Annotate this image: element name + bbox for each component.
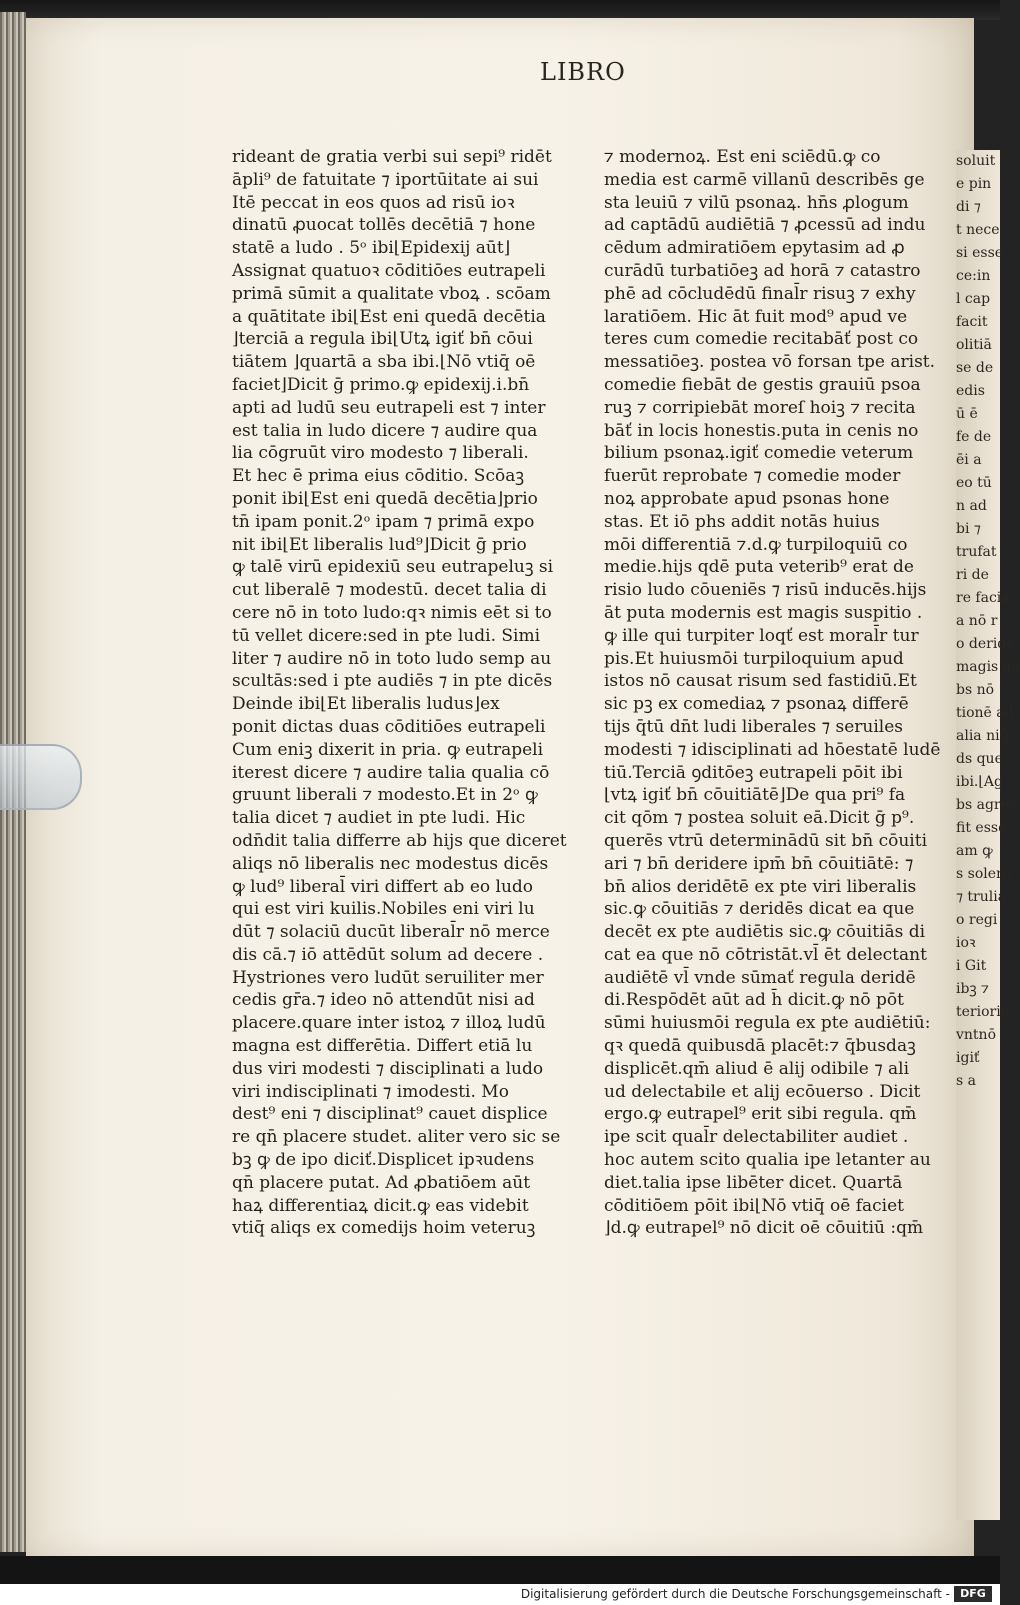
text-line: scultās:sed i pte audiēs ⁊ in pte dicēs bbox=[232, 671, 553, 692]
text-line: viri indisciplinati ⁊ imodesti. Mo bbox=[232, 1081, 509, 1102]
facing-text-line: eo tū bbox=[956, 475, 992, 491]
text-line: ⌊vtꝝ igiť bn̄ cōuitiātē⌋De qua pri⁹ fa bbox=[604, 785, 906, 806]
text-line: apti ad ludū seu eutrapeli est ⁊ inter bbox=[232, 397, 546, 418]
facing-text-line: bs nō bbox=[956, 682, 995, 698]
facing-text-line: soluit bbox=[956, 153, 996, 169]
text-line: qui est viri kuilis.Nobiles eni viri lu bbox=[232, 899, 535, 920]
text-line: tijs q̄tū dn̄t ludi liberales ⁊ seruiles bbox=[604, 716, 903, 737]
dfg-logo: DFG bbox=[954, 1586, 992, 1602]
facing-text-line: alia niq̄ bbox=[956, 728, 1009, 744]
text-line: iterest dicere ⁊ audire talia qualia cō bbox=[232, 762, 550, 783]
facing-text-line: ⁊ trulia bbox=[956, 889, 1007, 905]
text-line: dus viri modesti ⁊ disciplinati a ludo bbox=[232, 1058, 544, 1079]
facing-text-line: magis au bbox=[956, 659, 1020, 675]
facing-text-line: ce:in bbox=[956, 268, 991, 284]
text-line: modesti ⁊ idisciplinati ad hōestatē ludē bbox=[604, 739, 941, 760]
facing-text-line: ibꝫ ⁊ bbox=[956, 981, 990, 997]
text-line: vtiq̄ aliqs ex comedijs hoim veteruꝫ bbox=[232, 1218, 536, 1239]
text-line: phē ad cōcludēdū final̄r risuꝫ ⁊ exhy bbox=[604, 283, 916, 304]
facing-text-line: fe de bbox=[956, 429, 992, 445]
facing-text-line: ū ē bbox=[956, 406, 978, 422]
text-line: ꝙ ille qui turpiter loqť est moral̄r tur bbox=[604, 625, 919, 646]
text-line: ud delectabile et alij ecōuerso . Dicit bbox=[604, 1081, 921, 1102]
facing-text-line: bs agres bbox=[956, 797, 1017, 813]
text-line: ponit dictas duas cōditiōes eutrapeli bbox=[232, 716, 546, 737]
facing-text-line: tionē ad bbox=[956, 705, 1014, 721]
facing-text-line: ēi a bbox=[956, 452, 982, 468]
text-line: statē a ludo . 5ᵒ ibi⌊Epidexij aūt⌋ bbox=[232, 238, 511, 259]
text-line: bāť in locis honestis.puta in cenis no bbox=[604, 420, 919, 441]
text-line: ipe scit qual̄r delectabiliter audiet . bbox=[604, 1127, 909, 1148]
text-line: qꝛ quedā quibusdā placēt:⁊ q̄busdaꝫ bbox=[604, 1036, 916, 1057]
page-clip bbox=[0, 744, 82, 810]
facing-text-line: si esse bbox=[956, 245, 1004, 261]
text-line: qn̄ placere putat. Ad ꝓbatiōem aūt bbox=[232, 1172, 531, 1193]
text-line: bilium psonaꝝ.igiť comedie veterum bbox=[604, 443, 914, 464]
text-line: aliqs nō liberalis nec modestus dicēs bbox=[232, 853, 549, 874]
text-line: cere nō in toto ludo:qꝛ nimis eēt si to bbox=[232, 602, 552, 623]
text-line: medie.hijs qdē puta veterib⁹ erat de bbox=[604, 557, 914, 578]
text-line: messatiōeꝫ. postea vō forsan tpe arist. bbox=[604, 352, 936, 373]
text-line: dinatū ꝓuocat tollēs decētiā ⁊ hone bbox=[232, 215, 536, 236]
facing-text-line: trufat bbox=[956, 544, 997, 560]
text-line: ad captādū audiētiā ⁊ ꝓcessū ad indu bbox=[604, 215, 926, 236]
text-line: tū vellet dicere:sed in pte ludi. Simi bbox=[232, 625, 541, 646]
text-line: āpli⁹ de fatuitate ⁊ iportūitate ai sui bbox=[232, 169, 539, 190]
text-line: dest⁹ eni ⁊ disciplinat⁹ cauet displice bbox=[232, 1104, 548, 1125]
facing-text-line: bi ⁊ bbox=[956, 521, 981, 537]
text-line: haꝝ differentiaꝝ dicit.ꝙ eas videbit bbox=[232, 1195, 529, 1216]
left-text-column bbox=[232, 146, 567, 1240]
text-line: dis cā.⁊ iō attēdūt solum ad decere . bbox=[232, 944, 544, 965]
text-line: ꝙ talē virū epidexiū seu eutrapeluꝫ si bbox=[232, 557, 554, 578]
facing-text-line: teriorib bbox=[956, 1004, 1010, 1020]
text-line: odn̄dit talia differre ab hijs que diceret bbox=[232, 830, 567, 851]
text-line: ⌋terciā a regula ibi⌊Utꝝ igiť bn̄ cōui bbox=[232, 329, 533, 350]
text-line: decēt ex pte audiētis sic.ꝙ cōuitiās di bbox=[604, 922, 926, 943]
text-line: media est carmē villanū describēs ge bbox=[604, 169, 925, 190]
text-line: hoc autem scito qualia ipe letanter au bbox=[604, 1150, 931, 1171]
text-line: est talia in ludo dicere ⁊ audire qua bbox=[232, 420, 538, 441]
text-line: pis.Et huiusmōi turpiloquium apud bbox=[604, 648, 904, 669]
text-line: ⌋d.ꝙ eutrapel⁹ nō dicit oē cōuitiū :qm̄ bbox=[604, 1218, 924, 1239]
text-line: cat ea que nō cōtristāt.vl̄ ēt delectant bbox=[604, 944, 927, 965]
text-line: dūt ⁊ solaciū ducūt liberal̄r nō merce bbox=[232, 922, 550, 943]
text-line: mōi differentiā ⁊.d.ꝙ turpiloquiū co bbox=[604, 534, 908, 555]
text-line: primā sūmit a qualitate vboꝝ . scōam bbox=[232, 283, 551, 304]
text-line: lia cōgruūt viro modesto ⁊ liberali. bbox=[232, 443, 529, 464]
facing-text-line: am ꝙ bbox=[956, 843, 993, 859]
facing-text-line: edis bbox=[956, 383, 985, 399]
facing-text-line: l cap bbox=[956, 291, 991, 307]
text-line: Itē peccat in eos quos ad risū ioꝛ bbox=[232, 192, 515, 213]
facing-text-line: o regi bbox=[956, 912, 998, 928]
facing-text-line: re facia bbox=[956, 590, 1010, 606]
book-top-edge bbox=[0, 0, 1000, 20]
text-line: audiētē vl̄ vnde sūmať regula deridē bbox=[604, 967, 916, 988]
funding-credit: Digitalisierung gefördert durch die Deutsche Forschungsgemeinschaft - bbox=[520, 1587, 950, 1601]
text-line: nit ibi⌊Et liberalis lud⁹⌋Dicit ḡ prio bbox=[232, 534, 527, 555]
text-line: gruunt liberali ⁊ modesto.Et in 2ᵒ ꝙ bbox=[232, 785, 538, 806]
right-text-column bbox=[604, 146, 941, 1240]
facing-text-line: o deride bbox=[956, 636, 1015, 652]
facing-text-line: s solerē bbox=[956, 866, 1011, 882]
text-line: tn̄ ipam ponit.2ᵒ ipam ⁊ primā expo bbox=[232, 511, 535, 532]
facing-text-line: igiť bbox=[956, 1050, 980, 1066]
text-line: fuerūt reprobate ⁊ comedie moder bbox=[604, 466, 901, 487]
text-line: sic.ꝙ cōuitiās ⁊ deridēs dicat ea que bbox=[604, 899, 915, 920]
facing-text-line: n ad bbox=[956, 498, 987, 514]
text-line: sūmi huiusmōi regula ex pte audiētiū: bbox=[604, 1013, 931, 1034]
facing-text-line: ds que bbox=[956, 751, 1003, 767]
facing-text-line: ri de bbox=[956, 567, 989, 583]
facing-text-line: ibi.⌊Ag bbox=[956, 774, 1003, 790]
text-line: liter ⁊ audire nō in toto ludo semp au bbox=[232, 648, 552, 669]
facing-text-line: e pin bbox=[956, 176, 992, 192]
text-line: bꝫ ꝙ de ipo diciť.Displicet ipꝛudens bbox=[232, 1150, 535, 1171]
text-line: displicēt.qm̄ aliud ē alij odibile ⁊ ali bbox=[604, 1058, 910, 1079]
text-line: Hystriones vero ludūt seruiliter mer bbox=[232, 967, 544, 988]
text-line: talia dicet ⁊ audiet in pte ludi. Hic bbox=[232, 808, 526, 829]
text-line: tiū.Terciā ꝯditōeꝫ eutrapeli pōit ibi bbox=[604, 762, 903, 783]
text-line: curādū turbatiōeꝫ ad horā ⁊ catastro bbox=[604, 260, 921, 281]
text-line: cut liberalē ⁊ modestū. decet talia di bbox=[232, 580, 547, 601]
facing-text-line: di ⁊ bbox=[956, 199, 981, 215]
text-line: magna est differētia. Differt etiā lu bbox=[232, 1036, 533, 1057]
text-line: ꝙ lud⁹ liberal̄ viri differt ab eo ludo bbox=[232, 876, 534, 897]
text-line: cēdum admiratiōem epytasim ad ꝓ bbox=[604, 238, 905, 259]
page-title: LIBRO bbox=[540, 58, 626, 86]
text-line: cedis gr̄a.⁊ ideo nō attendūt nisi ad bbox=[232, 990, 535, 1011]
text-line: ergo.ꝙ eutrapel⁹ erit sibi regula. qm̄ bbox=[604, 1104, 917, 1125]
text-line: querēs vtrū determinādū sit bn̄ cōuiti bbox=[604, 830, 927, 851]
text-line: ruꝫ ⁊ corripiebāt moreſ hoiꝫ ⁊ recita bbox=[604, 397, 916, 418]
facing-text-line: olitiā bbox=[956, 337, 992, 353]
text-line: Cum eniꝫ dixerit in pria. ꝙ eutrapeli bbox=[232, 739, 544, 760]
facing-text-line: vntnō bbox=[956, 1027, 996, 1043]
text-line: Deinde ibi⌊Et liberalis ludus⌋ex bbox=[232, 694, 500, 715]
text-line: Assignat quatuoꝛ cōditiōes eutrapeli bbox=[232, 260, 546, 281]
text-line: tiātem ⌋quartā a sba ibi.⌊Nō vtiq̄ oē bbox=[232, 352, 536, 373]
text-line: ari ⁊ bn̄ deridere ipm̄ bn̄ cōuitiātē: ⁊ bbox=[604, 853, 914, 874]
text-line: noꝝ approbate apud psonas hone bbox=[604, 488, 890, 509]
text-line: diet.talia ipse libēter dicet. Quartā bbox=[604, 1172, 903, 1193]
text-line: teres cum comedie recitabāť post co bbox=[604, 329, 919, 350]
text-line: stas. Et iō phs addit notās huius bbox=[604, 511, 880, 532]
text-line: bn̄ alios deridētē ex pte viri liberalis bbox=[604, 876, 917, 897]
text-line: sta leuiū ⁊ vilū psonaꝝ. hn̄s ꝓlogum bbox=[604, 192, 909, 213]
text-line: Et hec ē prima eius cōditio. Scōaꝫ bbox=[232, 466, 525, 487]
text-line: ponit ibi⌊Est eni quedā decētia⌋prio bbox=[232, 488, 538, 509]
facing-text-line: facit bbox=[956, 314, 988, 330]
text-line: a quātitate ibi⌊Est eni quedā decētia bbox=[232, 306, 546, 327]
text-line: comedie fiebāt de gestis grauiū psoa bbox=[604, 374, 921, 395]
text-line: sic pꝫ ex comediaꝝ ⁊ psonaꝝ differē bbox=[604, 694, 909, 715]
text-line: ⁊ modernoꝝ. Est eni sciēdū.ꝙ co bbox=[604, 147, 881, 167]
facing-text-line: t nece bbox=[956, 222, 1000, 238]
footer-bar bbox=[0, 1584, 1000, 1605]
facing-page-text bbox=[956, 150, 1020, 1093]
text-line: laratiōem. Hic āt fuit mod⁹ apud ve bbox=[604, 306, 908, 327]
text-line: re qn̄ placere studet. aliter vero sic se bbox=[232, 1127, 561, 1148]
text-line: rideant de gratia verbi sui sepi⁹ ridēt bbox=[232, 147, 552, 167]
text-line: istos nō causat risum sed fastidiū.Et bbox=[604, 671, 917, 692]
facing-page-edge bbox=[956, 150, 1020, 1520]
text-line: placere.quare inter istoꝝ ⁊ illoꝝ ludū bbox=[232, 1013, 546, 1034]
facing-text-line: s a bbox=[956, 1073, 976, 1089]
bottom-edge bbox=[0, 1556, 1000, 1584]
facing-text-line: i Git bbox=[956, 958, 987, 974]
text-line: āt puta modernis est magis suspitio . bbox=[604, 602, 923, 623]
facing-text-line: ioꝛ bbox=[956, 935, 976, 951]
facing-text-line: se de bbox=[956, 360, 994, 376]
text-line: risio ludo cōueniēs ⁊ risū inducēs.hijs bbox=[604, 580, 927, 601]
text-line: cit qōm ⁊ postea soluit eā.Dicit ḡ p⁹. bbox=[604, 808, 915, 829]
text-line: di.Respōdēt aūt ad h̄ dicit.ꝙ nō pōt bbox=[604, 990, 904, 1011]
text-line: cōditiōem pōit ibi⌊Nō vtiq̄ oē faciet bbox=[604, 1195, 904, 1216]
text-line: faciet⌋Dicit ḡ primo.ꝙ epidexij.i.bn̄ bbox=[232, 374, 530, 395]
facing-text-line: a nō r bbox=[956, 613, 998, 629]
facing-text-line: fit esse bbox=[956, 820, 1007, 836]
